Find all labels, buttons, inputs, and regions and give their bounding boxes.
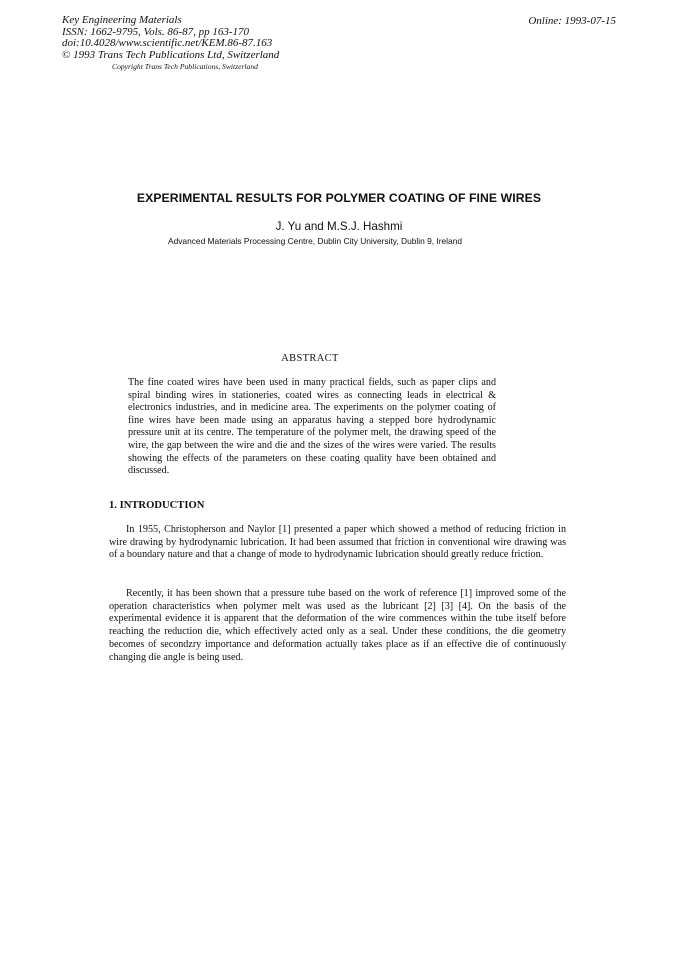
intro-paragraph-1: In 1955, Christopherson and Naylor [1] presented a paper which showed a method of reducing friction in wire drawing by hydrodynamic lubrication. It had been assumed that friction in conventional wire drawing was of a boundary nature and that a change of mode to hydrodynamic lubrication should greatly reduce friction. <box>109 524 566 561</box>
author-affiliation: Advanced Materials Processing Centre, Dublin City University, Dublin 9, Ireland <box>167 236 463 246</box>
paper-title: EXPERIMENTAL RESULTS FOR POLYMER COATING OF FINE WIRES <box>136 191 542 205</box>
doi-line: doi:10.4028/www.scientific.net/KEM.86-87.163 <box>62 37 273 50</box>
online-date: Online: 1993-07-15 <box>528 15 616 27</box>
issn-line: ISSN: 1662-9795, Vols. 86-87, pp 163-170 <box>62 25 249 38</box>
paper-authors: J. Yu and M.S.J. Hashmi <box>275 220 403 233</box>
journal-name: Key Engineering Materials <box>62 14 182 26</box>
copyright-stamp: Copyright Trans Tech Publications, Switzerland <box>112 62 258 72</box>
journal-header <box>62 15 279 72</box>
abstract-text: The fine coated wires have been used in many practical fields, such as paper clips and spiral binding wires in stationeries, coated wires as connecting leads in electrical & electronics industries, and in medicine area. The experiments on the polymer coating of fine wires have been made using an apparatus having a stepped bore hydrodynamic pressure unit at its centre. The temperature of the polymer melt, the drawing speed of the wire, the gap between the wire and die and the sizes of the wires were varied. The results showing the effects of the parameters on these coating quality have been obtained and discussed. <box>128 377 496 477</box>
abstract-heading: ABSTRACT <box>281 353 339 364</box>
section-heading-introduction: 1. INTRODUCTION <box>109 500 205 511</box>
intro-paragraph-2: Recently, it has been shown that a pressure tube based on the work of reference [1] improved some of the operation characteristics when polymer melt was used as the lubricant [2] [3] [4]. On the basis of the experimental evidence it is apparent that the deformation of the wire commences within the tube itself before reaching the reduction die, which effectively acted only as a seal. Under these conditions, the die geometry becomes of secondzry importance and deformation actually takes place as if an effective die of continuously changing die angle is being used. <box>109 588 566 663</box>
publisher-line: © 1993 Trans Tech Publications Ltd, Switzerland <box>62 48 280 61</box>
